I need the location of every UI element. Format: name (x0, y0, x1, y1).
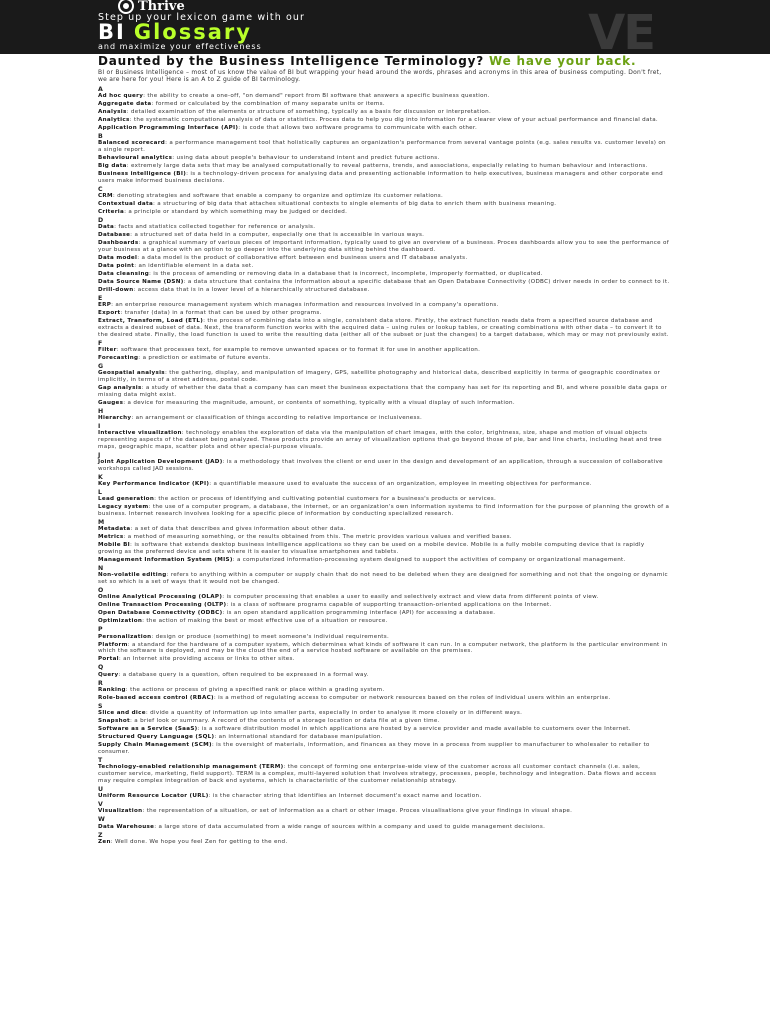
section-letter: Z (98, 831, 103, 839)
glossary-entry (98, 430, 670, 450)
glossary-entry (98, 171, 670, 184)
term-definition: is the process of amending or removing data in a database that is incorrect, incomplete, improperly formatted, or duplicated. (153, 271, 543, 278)
glossary-entry (98, 734, 670, 741)
glossary-entry (98, 481, 670, 488)
glossary-list (98, 86, 670, 846)
term-definition: is software that extends desktop business intelligence applications so they can be used on a mobile device. Mobile is a fully mobile computing device that is rapidly growing as the preferred device and sets where it is easier to visualise smartphones and tablets. (98, 542, 645, 556)
glossary-entry (98, 385, 670, 398)
term-separator: : (111, 302, 116, 309)
term-name: Drill-down (98, 287, 134, 294)
section-letter: P (98, 626, 103, 634)
glossary-entry (98, 634, 670, 641)
glossary-entry (98, 710, 670, 717)
term-definition: the representation of a situation, or set of information as a chart or other image. Proces visualisations give your findings in visual shape. (146, 808, 573, 815)
term-name: Software as a Service (SaaS) (98, 726, 198, 733)
glossary-entry (98, 793, 670, 800)
term-name: Legacy system (98, 504, 149, 511)
glossary-entry (98, 542, 670, 555)
term-name: Contextual data (98, 201, 154, 208)
term-definition: is code that allows two software programs to communicate with each other. (242, 125, 478, 132)
term-separator: : (222, 594, 227, 601)
term-definition: a quantifiable measure used to evaluate the success of an organization, employee in meeting objectives for performance. (213, 481, 592, 488)
term-separator: : (126, 109, 131, 116)
section-letter: E (98, 295, 103, 303)
term-definition: a graphical summary of various pieces of important information, typically used to give an overview of a business. Proces dashboards allow you to see the performance of your business at a glance with an option to go deeper into the underlying data sitting behind the dashboard. (98, 240, 669, 254)
title-glossary: Glossary (133, 20, 252, 44)
term-definition: is a software distribution model in which applications are hosted by a service provider and made available to customers over the Internet. (201, 726, 631, 733)
header-title (98, 22, 252, 43)
term-separator: : (181, 430, 187, 437)
section-letter: T (98, 757, 103, 764)
term-separator: : (138, 240, 143, 247)
glossary-entry (98, 370, 670, 383)
page-headline (98, 55, 670, 67)
term-definition: the use of a computer program, a database, the internet, or an organization's own information systems to find information for the purpose of planning the growth of a business. Internet research involves looking for a specific piece of information by conducting specialized research. (98, 504, 670, 518)
term-definition: an enterprise resource management system which manages information and resources involved in a company's operations. (115, 302, 499, 309)
term-separator: : (226, 602, 231, 609)
term-separator: : (211, 742, 217, 749)
glossary-entry (98, 232, 670, 239)
term-definition: design or produce (something) to meet someone's individual requirements. (155, 633, 390, 640)
term-name: Joint Application Development (JAD) (98, 459, 223, 466)
term-separator: : (127, 641, 132, 648)
intro-paragraph: BI or Business Intelligence – most of us know the value of BI but wrapping your head around the words, phrases and acronyms in this area of business computing. Don't fret, we are here for you! Here is an A to Z guide of BI terminology. (98, 69, 662, 84)
term-separator: : (141, 385, 146, 392)
term-name: Database (98, 232, 131, 239)
term-name: Visualization (98, 808, 143, 815)
glossary-entry (98, 459, 670, 472)
term-separator: : (151, 101, 156, 108)
term-separator: : (114, 224, 119, 231)
term-name: Gauges (98, 399, 124, 406)
term-definition: an Internet site providing access or links to other sites. (123, 656, 295, 663)
section-letter: V (98, 801, 103, 808)
term-definition: a database query is a question, often required to be expressed in a formal way. (122, 671, 369, 678)
glossary-entry (98, 101, 670, 108)
section-letter: S (98, 703, 103, 710)
term-name: Slice and dice (98, 710, 146, 717)
term-definition: a data structure that contains the information about a specific database that an Open Database Connectivity (ODBC) driver needs in order to connect to it. (187, 279, 670, 286)
header-watermark: VE (588, 5, 654, 54)
term-name: CRM (98, 193, 113, 200)
glossary-entry (98, 415, 670, 422)
term-definition: a prediction or estimate of future events. (142, 355, 271, 362)
term-separator: : (222, 459, 227, 466)
term-separator: : (118, 656, 124, 663)
term-name: Ad hoc query (98, 93, 144, 100)
term-name: Application Programming Interface (API) (98, 125, 239, 132)
glossary-entry (98, 764, 670, 784)
term-name: Non-volatile editing (98, 572, 167, 579)
glossary-entry (98, 240, 670, 253)
term-name: Criteria (98, 209, 125, 216)
section-letter: A (98, 85, 103, 93)
glossary-entry (98, 347, 670, 354)
term-separator: : (151, 633, 156, 640)
glossary-entry (98, 618, 670, 625)
term-name: ERP (98, 302, 112, 309)
term-name: Technology-enabled relationship management (TERM) (98, 764, 284, 771)
term-name: Balanced scorecard (98, 140, 166, 147)
glossary-entry (98, 824, 670, 831)
term-separator: : (130, 526, 135, 533)
glossary-entry (98, 125, 670, 132)
term-name: Supply Chain Management (SCM) (98, 742, 212, 749)
glossary-entry (98, 155, 670, 162)
glossary-entry (98, 726, 670, 733)
term-definition: a structuring of big data that attaches situational contexts to single elements of big data to enrich them with business meaning. (157, 201, 557, 208)
section-letter: K (98, 473, 103, 481)
term-definition: the actions or process of giving a specified rank or place within a grading system. (130, 687, 385, 693)
term-name: Data cleansing (98, 271, 150, 278)
term-separator: : (142, 618, 147, 625)
term-name: Mobile BI (98, 542, 131, 549)
term-separator: : (172, 155, 177, 162)
term-definition: is the oversight of materials, information, and finances as they move in a process from supplier to manufacturer to wholesaler to retailer to consumer. (98, 742, 650, 755)
term-separator: : (130, 718, 135, 725)
glossary-entry (98, 642, 670, 655)
glossary-entry (98, 255, 670, 262)
glossary-entry (98, 263, 670, 270)
term-definition: denoting strategies and software that enable a company to organize and optimize its customer relations. (117, 193, 444, 200)
term-name: Aggregate data (98, 101, 152, 108)
term-definition: the systematic computational analysis of data or statistics. Proces data to help you dig into information for a clearer view of your actual performance and financial data. (133, 117, 659, 124)
term-definition: the action of making the best or most effective use of a situation or resource. (146, 618, 388, 625)
headline-highlight: We have your back. (488, 54, 637, 68)
glossary-entry (98, 224, 670, 231)
term-definition: a standard for the hardware of a computer system, which determines what kinds of software it can run. In a computer network, the platform is the particular environment in which the software is deployed, and may be the cloud the end of a service hosted software or available on the premises. (98, 641, 668, 655)
term-separator: : (214, 734, 219, 741)
term-name: Metrics (98, 534, 124, 541)
glossary-entry (98, 201, 670, 208)
term-name: Portal (98, 656, 119, 663)
glossary-entry (98, 534, 670, 541)
term-name: Optimization (98, 618, 143, 625)
term-separator: : (112, 193, 118, 200)
term-name: Management Information System (MIS) (98, 557, 233, 564)
term-separator: : (129, 117, 134, 124)
term-separator: : (165, 140, 170, 147)
glossary-entry (98, 695, 670, 702)
term-separator: : (124, 209, 129, 216)
term-name: Online Transaction Processing (OLTP) (98, 602, 227, 609)
term-name: Personalization (98, 633, 152, 640)
term-separator: : (134, 263, 139, 270)
term-definition: a device for measuring the magnitude, amount, or contents of something, typically with a visual display of such information. (127, 399, 515, 406)
section-letter: H (98, 407, 104, 415)
term-separator: : (232, 557, 237, 564)
term-separator: : (186, 171, 191, 178)
glossary-entry (98, 109, 670, 116)
term-name: Big data (98, 163, 127, 170)
term-definition: transfer (data) in a format that can be used by other programs. (124, 310, 322, 317)
term-definition: detailed examination of the elements or structure of something, typically as a basis for discussion or interpretation. (130, 109, 492, 116)
title-bi: BI (98, 20, 126, 44)
term-definition: a performance management tool that holistically captures an organization's performance from several vantage points (e.g. sales results vs. customer levels) on a single report. (98, 140, 666, 154)
term-definition: a principle or standard by which something may be judged or decided. (128, 209, 348, 216)
term-name: Forecasting (98, 355, 139, 362)
term-name: Structured Query Language (SQL) (98, 734, 215, 741)
section-letter: W (98, 816, 105, 824)
term-name: Export (98, 310, 121, 317)
term-definition: the action or process of identifying and cultivating potential customers for a business's products or services. (158, 496, 497, 503)
term-separator: : (283, 764, 288, 771)
section-letter: N (98, 565, 104, 573)
term-name: Query (98, 671, 119, 678)
term-name: Ranking (98, 687, 126, 693)
term-name: Behavioural analytics (98, 155, 173, 162)
term-name: Gap analysis (98, 385, 142, 392)
glossary-entry (98, 602, 670, 609)
term-separator: : (197, 726, 202, 733)
term-definition: formed or calculated by the combination of many separate units or items. (155, 101, 385, 108)
term-separator: : (183, 279, 188, 286)
term-definition: refers to anything within a computer or supply chain that do not need to be deleted when they are designed for something and not that the ongoing or dynamic set so which is a set of ways that it would not be changed. (98, 572, 668, 586)
header-subline: and maximize your effectiveness (98, 42, 262, 51)
term-name: Platform (98, 641, 128, 648)
term-name: Open Database Connectivity (ODBC) (98, 610, 223, 617)
header-tagline: Step up your lexicon game with our (98, 12, 306, 23)
glossary-entry (98, 839, 670, 846)
section-letter: C (98, 185, 103, 193)
glossary-entry (98, 504, 670, 517)
section-letter: Q (98, 664, 104, 672)
term-definition: technology enables the exploration of data via the manipulation of chart images, with the color, brightness, size, shape and motion of visual objects representing aspects of the dataset being analyzed. These products provide an array of visualization options that go beyond those of pie, bar and line charts, including heat and tree maps, geographic maps, scatter plots and other special-purpose visuals. (98, 430, 662, 450)
glossary-entry (98, 355, 670, 362)
glossary-entry (98, 209, 670, 216)
glossary-entry (98, 400, 670, 407)
term-definition: Well done. We hope you feel Zen for getting to the end. (115, 838, 288, 845)
term-definition: the process of combining data into a single, consistent data store. Firstly, the extract function reads data from a specified source database and extracts a desired subset of data. Next, the transform function works with the acquired data – using rules or lookup tables, or creating combinations with other data – to convert it to the desired state. Finally, the load function is used to write the resulting data (either all of the subset or just the changes) to a target database, which may or may not previously exist. (98, 318, 669, 338)
term-separator: : (142, 808, 147, 815)
glossary-entry (98, 140, 670, 153)
glossary-entry (98, 271, 670, 278)
glossary-entry (98, 287, 670, 294)
term-separator: : (203, 318, 208, 325)
term-definition: is a method of regulating access to computer or network resources based on the roles of individual users within an enterprise. (218, 695, 611, 701)
term-separator: : (116, 347, 121, 354)
headline-main: Daunted by the Business Intelligence Terminology? (98, 54, 484, 68)
glossary-entry (98, 594, 670, 601)
glossary-entry (98, 302, 670, 309)
term-definition: a study of whether the data that a company has can meet the business expectations that the company has set for its reporting and BI, and where possible data gaps or missing data might exist. (98, 385, 668, 398)
term-separator: : (130, 232, 135, 239)
term-definition: an identifiable element in a data set. (138, 263, 254, 270)
glossary-entry (98, 193, 670, 200)
term-separator: : (154, 496, 159, 503)
term-name: Uniform Resource Locator (URL) (98, 793, 209, 799)
term-name: Data point (98, 263, 135, 270)
term-name: Lead generation (98, 496, 155, 503)
glossary-entry (98, 572, 670, 585)
glossary-entry (98, 318, 670, 338)
term-name: Key Performance Indicator (KPI) (98, 481, 210, 488)
section-letter: B (98, 133, 103, 141)
term-separator: : (145, 710, 151, 717)
glossary-entry (98, 93, 670, 100)
term-name: Data Warehouse (98, 823, 155, 830)
glossary-entry (98, 687, 670, 694)
logo-text: Thrive (138, 0, 185, 14)
term-definition: extremely large data sets that may be analysed computationally to reveal patterns, trends, and associations, especially relating to human behaviour and interactions. (131, 163, 648, 170)
term-name: Analytics (98, 117, 130, 124)
term-definition: an international standard for database manipulation. (218, 734, 383, 741)
glossary-entry (98, 718, 670, 725)
term-definition: a set of data that describes and gives information about other data. (134, 526, 346, 533)
section-letter: F (98, 339, 103, 347)
section-letter: I (98, 423, 101, 431)
section-letter: O (98, 587, 104, 595)
term-definition: the gathering, display, and manipulation of imagery, GPS, satellite photography and historical data, described explicitly in terms of geographic coordinates or implicitly, in terms of a street address, postal code. (98, 370, 661, 384)
term-separator: : (125, 687, 131, 693)
term-separator: : (149, 271, 154, 278)
term-definition: an arrangement or classification of things according to relative importance or inclusiveness. (135, 415, 423, 422)
term-separator: : (110, 838, 115, 845)
term-name: Online Analytical Processing (OLAP) (98, 594, 223, 601)
term-name: Data model (98, 255, 138, 262)
glossary-entry (98, 279, 670, 286)
term-separator: : (238, 125, 243, 132)
glossary-entry (98, 117, 670, 124)
term-definition: is the character string that identifies an Internet document's exact name and location. (212, 793, 482, 799)
term-definition: the ability to create a one-off, "on demand" report from BI software that answers a specific business question. (147, 93, 490, 100)
term-name: Analysis (98, 109, 127, 116)
glossary-entry (98, 163, 670, 170)
term-definition: is a class of software programs capable of supporting transaction-oriented applications on the Internet. (230, 602, 552, 609)
term-separator: : (164, 370, 170, 377)
term-definition: using data about people's behaviour to understand intent and predict future actions. (176, 155, 440, 162)
term-separator: : (143, 93, 148, 100)
section-letter: J (98, 451, 101, 459)
section-letter: M (98, 519, 105, 527)
term-name: Role-based access control (RBAC) (98, 695, 214, 701)
term-name: Metadata (98, 526, 131, 533)
term-separator: : (222, 610, 227, 617)
glossary-entry (98, 557, 670, 564)
term-separator: : (137, 255, 142, 262)
term-name: Zen (98, 838, 111, 845)
term-definition: a brief look or summary. A record of the contents of a storage location or data file at a given time. (134, 718, 440, 725)
term-separator: : (153, 201, 158, 208)
term-definition: a large store of data accumulated from a wide range of sources within a company and used to guide management decisions. (158, 823, 546, 830)
term-name: Business intelligence (BI) (98, 171, 187, 178)
term-definition: the concept of forming one enterprise-wide view of the customer across all customer contact channels (i.e. sales, customer service, marketing, field support). TERM is a complex, multi-layered solution that involves strategy, processes, people, technology and integration. Data flows and access may require complex integration of back end systems, which is characteristic of the customer relationship strategy. (98, 764, 657, 784)
term-separator: : (123, 399, 128, 406)
term-name: Data (98, 224, 115, 231)
term-name: Interactive visualization (98, 430, 182, 437)
term-separator: : (123, 534, 128, 541)
glossary-entry (98, 742, 670, 755)
section-letter: D (98, 217, 104, 225)
term-separator: : (131, 415, 136, 422)
glossary-entry (98, 610, 670, 617)
term-separator: : (126, 163, 132, 170)
term-definition: is computer processing that enables a user to easily and selectively extract and view data from different points of view. (226, 594, 599, 601)
term-name: Filter (98, 347, 117, 354)
term-separator: : (154, 823, 159, 830)
term-definition: is a methodology that involves the client or end user in the design and development of an application, through a succession of collaborative workshops called JAD sessions. (98, 459, 663, 472)
term-definition: a computerized information-processing system designed to support the activities of company or organizational management. (237, 557, 626, 564)
glossary-entry (98, 808, 670, 815)
header-banner (0, 0, 770, 54)
glossary-content (0, 55, 770, 846)
section-letter: R (98, 679, 103, 687)
glossary-entry (98, 496, 670, 503)
term-separator: : (209, 481, 214, 488)
glossary-entry (98, 672, 670, 679)
term-definition: a structured set of data held in a computer, especially one that is accessible in various ways. (134, 232, 425, 239)
term-definition: software that processes text, for example to remove unwanted spaces or to format it for use in another application. (120, 347, 481, 354)
section-letter: L (98, 489, 102, 497)
term-definition: a data model is the product of collaborative effort between end business users and IT database analysts. (141, 255, 468, 262)
section-letter: G (98, 363, 104, 371)
term-definition: access data that is in a lower level of a hierarchically structured database. (137, 287, 370, 294)
glossary-entry (98, 526, 670, 533)
term-separator: : (208, 793, 213, 799)
term-definition: is a technology-driven process for analysing data and presenting actionable information to help executives, business managers and other corporate end users make informed business decisions. (98, 171, 663, 184)
glossary-entry (98, 310, 670, 317)
term-separator: : (213, 695, 219, 701)
term-name: Data Source Name (DSN) (98, 279, 184, 286)
term-definition: divide a quantity of information up into smaller parts, especially in order to analyse it more closely or in different ways. (150, 710, 523, 717)
term-separator: : (120, 310, 125, 317)
term-name: Hierarchy (98, 415, 132, 422)
glossary-entry (98, 656, 670, 663)
term-name: Snapshot (98, 718, 131, 725)
term-definition: facts and statistics collected together for reference or analysis. (118, 224, 316, 231)
term-definition: a method of measuring something, or the results obtained from this. The metric provides various values and verified bases. (127, 534, 512, 541)
term-separator: : (138, 355, 143, 362)
term-name: Geospatial analysis (98, 370, 165, 377)
term-separator: : (148, 504, 153, 511)
term-name: Dashboards (98, 240, 139, 247)
term-separator: : (133, 287, 138, 294)
term-name: Extract, Transform, Load (ETL) (98, 318, 204, 325)
term-separator: : (118, 671, 123, 678)
term-separator: : (130, 542, 135, 549)
term-definition: is an open standard application programming interface (API) for accessing a database. (226, 610, 496, 617)
section-letter: U (98, 785, 104, 793)
term-separator: : (166, 572, 171, 579)
